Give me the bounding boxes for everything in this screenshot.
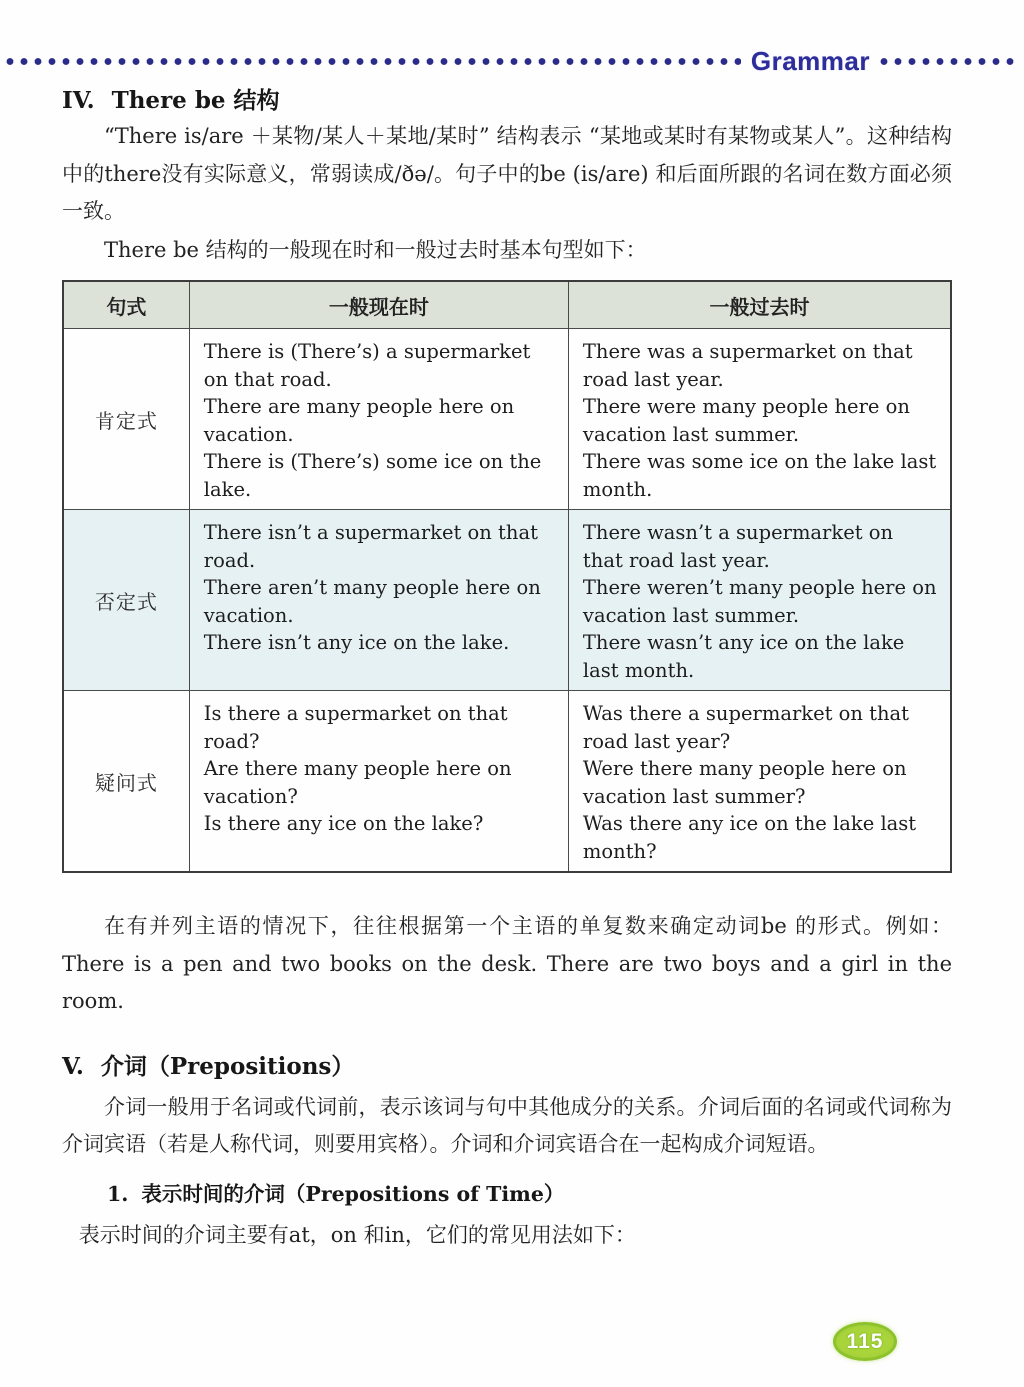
subsection-1-number: 1. <box>107 1181 129 1206</box>
row-type-label: 否定式 <box>63 510 189 691</box>
table-header-pattern: 句式 <box>63 281 189 329</box>
section-v-heading <box>62 1050 952 1084</box>
table-header-row <box>63 281 951 329</box>
subsection-1-title: 表示时间的介词（Prepositions of Time） <box>141 1181 565 1206</box>
section-iv-title: There be 结构 <box>111 87 280 114</box>
sentence: There is (There’s) a supermarket on that road. <box>203 340 531 391</box>
dotted-line-right <box>880 57 1018 66</box>
page-number-badge <box>833 1322 897 1361</box>
sentence: Was there any ice on the lake last month? <box>582 812 917 863</box>
sentence: Is there a supermarket on that road? <box>203 702 508 753</box>
sentence: There isn’t any ice on the lake. <box>203 631 510 654</box>
there-be-table <box>62 280 952 873</box>
sentence: There weren’t many people here on vacation last summer. <box>582 576 937 627</box>
header-grammar-label: Grammar <box>750 46 870 76</box>
dotted-line-left <box>6 57 741 66</box>
negative-present-cell <box>189 510 568 691</box>
affirmative-present-cell <box>189 329 568 510</box>
sentence: There was some ice on the lake last month. <box>582 450 937 501</box>
section-v-number: V. <box>62 1052 84 1080</box>
sentence: There was a supermarket on that road last year. <box>582 340 913 391</box>
negative-past-cell <box>568 510 951 691</box>
table-header-past: 一般过去时 <box>568 281 951 329</box>
affirmative-past-cell <box>568 329 951 510</box>
sentence: Were there many people here on vacation last summer? <box>582 757 907 808</box>
page-number: 115 <box>846 1329 884 1353</box>
interrogative-present-cell <box>189 691 568 873</box>
section-iv-paragraph-3: 在有并列主语的情况下，往往根据第一个主语的单复数来确定动词be 的形式。例如：There is a pen and two books on the desk. There are two boys and a girl in the room. <box>62 914 952 1013</box>
sentence: Was there a supermarket on that road last year? <box>582 702 910 753</box>
subsection-1-heading <box>107 1177 952 1211</box>
section-v-paragraph-1: 介词一般用于名词或代词前，表示该词与句中其他成分的关系。介词后面的名词或代词称为介词宾语（若是人称代词，则要用宾格）。介词和介词宾语合在一起构成介词短语。 <box>62 1094 952 1156</box>
table-row-negative <box>63 510 951 691</box>
section-iv-paragraph-1: “There is/are ＋某物/某人＋某地/某时” 结构表示 “某地或某时有某物或某人”。这种结构中的there没有实际意义，常弱读成/ðə/。句子中的be (is/are) 和后面所跟的名词在数方面必须一致。 <box>62 124 952 223</box>
row-type-label: 疑问式 <box>63 691 189 873</box>
sentence: There is (There’s) some ice on the lake. <box>203 450 542 501</box>
section-iv-heading <box>62 84 952 118</box>
subsection-1-paragraph: 表示时间的介词主要有at，on 和in，它们的常见用法如下： <box>78 1222 636 1247</box>
sentence: There were many people here on vacation last summer. <box>582 395 910 446</box>
interrogative-past-cell <box>568 691 951 873</box>
sentence: There wasn’t a supermarket on that road last year. <box>582 521 894 572</box>
section-iv-paragraph-2: There be 结构的一般现在时和一般过去时基本句型如下： <box>104 237 647 262</box>
section-v-title: 介词（Prepositions） <box>100 1052 355 1080</box>
header-rule <box>6 46 1018 76</box>
sentence: Is there any ice on the lake? <box>203 812 484 835</box>
section-iv-number: IV. <box>62 87 95 114</box>
sentence: There aren’t many people here on vacation. <box>203 576 541 627</box>
sentence: There isn’t a supermarket on that road. <box>203 521 538 572</box>
sentence: There are many people here on vacation. <box>203 395 515 446</box>
table-row-interrogative <box>63 691 951 873</box>
page-content <box>62 84 952 1254</box>
sentence: There wasn’t any ice on the lake last month. <box>582 631 905 682</box>
table-header-present: 一般现在时 <box>189 281 568 329</box>
row-type-label: 肯定式 <box>63 329 189 510</box>
table-row-affirmative <box>63 329 951 510</box>
sentence: Are there many people here on vacation? <box>203 757 512 808</box>
